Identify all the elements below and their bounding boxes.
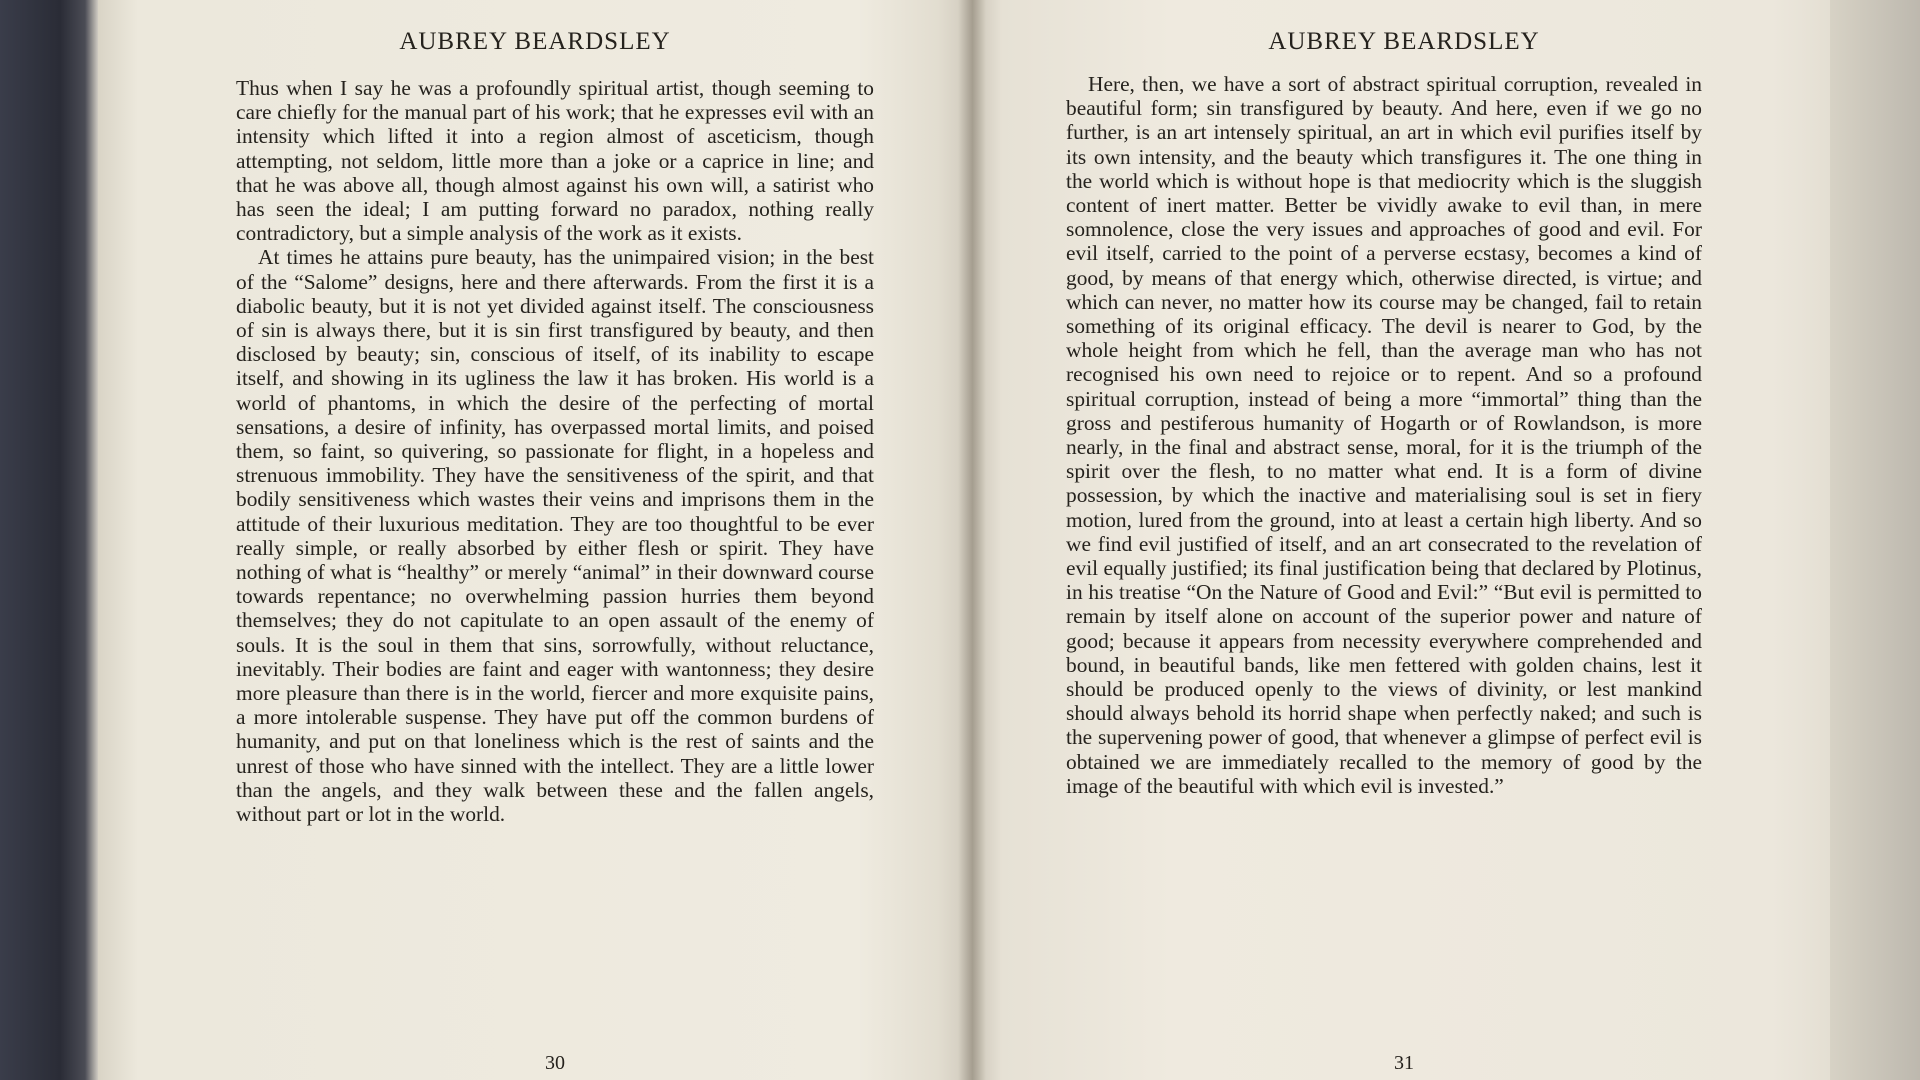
book-gutter [958,0,986,1080]
running-head: AUBREY BEARDSLEY [1268,28,1540,55]
right-page [972,0,1836,1080]
paragraph: Thus when I say he was a profoundly spiritual artist, though seeming to care chiefly for the manual part of his work; that he expresses evil with an intensity which lifted it into a region almost of asceticism, though attempting, not seldom, little more than a joke or a caprice in line; and that he was above all, though almost against his own will, a satirist who has seen the ideal; I am putting forward no paradox, nothing really contradictory, but a simple analysis of the work as it exists. [236,76,874,246]
left-page [98,0,972,1080]
paragraph: At times he attains pure beauty, has the unimpaired vision; in the best of the “Salome” designs, here and there afterwards. From the first it is a diabolic beauty, but it is not yet divided against itself. The consciousness of sin is always there, but it is sin first transfigured by beauty, and then disclosed by beauty; sin, conscious of itself, of its inability to escape itself, and showing in its ugliness the law it has broken. His world is a world of phantoms, in which the desire of the perfecting of mortal sensations, a desire of infinity, has overpassed mortal limits, and poised them, so faint, so quivering, so passionate for flight, in a hopeless and strenuous immobility. They have the sensitiveness of the spirit, and that bodily sensitiveness which wastes their veins and imprisons them in the attitude of their luxurious meditation. They are too thoughtful to be ever really simple, or really absorbed by either flesh or spirit. They have nothing of what is “healthy” or merely “animal” in their downward course towards repentance; no overwhelming passion hurries them beyond themselves; they do not capitulate to an open assault of the enemy of souls. It is the soul in them that sins, sorrowfully, without reluctance, inevitably. Their bodies are faint and eager with wantonness; they desire more pleasure than there is in the world, fiercer and more exquisite pains, a more intolerable suspense. They have put off the common burdens of humanity, and put on that loneliness which is the rest of saints and the unrest of those who have sinned with the intellect. They are a little lower than the angels, and they walk between these and the fallen angels, without part or lot in the world. [236,245,874,827]
page-body [236,76,874,826]
paragraph: Here, then, we have a sort of abstract spiritual corruption, revealed in beautiful form; sin transfigured by beauty. And here, even if we go no further, is an art intensely spiritual, an art in which evil purifies itself by its own intensity, and the beauty which transfigures it. The one thing in the world which is without hope is that mediocrity which is the sluggish content of inert matter. Better be vividly awake to evil than, in mere somnolence, close the very issues and approaches of good and evil. For evil itself, carried to the point of a perverse ecstasy, becomes a kind of good, by means of that energy which, otherwise directed, is virtue; and which can never, no matter how its course may be changed, fail to retain something of its original efficacy. The devil is nearer to God, by the whole height from which he fell, than the average man who has not recognised his own need to rejoice or to repent. And so a profound spiritual corruption, instead of being a more “immortal” thing than the gross and pestiferous humanity of Hogarth or of Rowlandson, is more nearly, in the final and abstract sense, moral, for it is the triumph of the spirit over the flesh, to no matter what end. It is a form of divine possession, by which the inactive and materialising soul is set in fiery motion, lured from the ground, into at least a certain high liberty. And so we find evil justified of itself, and an art consecrated to the revelation of evil equally justified; its final justification being that declared by Plotinus, in his treatise “On the Nature of Good and Evil:” “But evil is permitted to remain by itself alone on account of the superior power and nature of good; because it appears from necessity everywhere comprehended and bound, in beautiful bands, like men fettered with golden chains, lest it should be produced openly to the views of divinity, or lest mankind should always behold its horrid shape when perfectly naked; and such is the supervening power of good, that whenever a glimpse of perfect evil is obtained we are immediately recalled to the memory of good by the image of the beautiful with which evil is invested.” [1066,72,1702,798]
running-head: AUBREY BEARDSLEY [399,28,671,55]
page-number: 30 [545,1052,565,1074]
book-board-edge [1830,0,1920,1080]
page-number: 31 [1394,1052,1414,1074]
page-body [1066,72,1702,798]
